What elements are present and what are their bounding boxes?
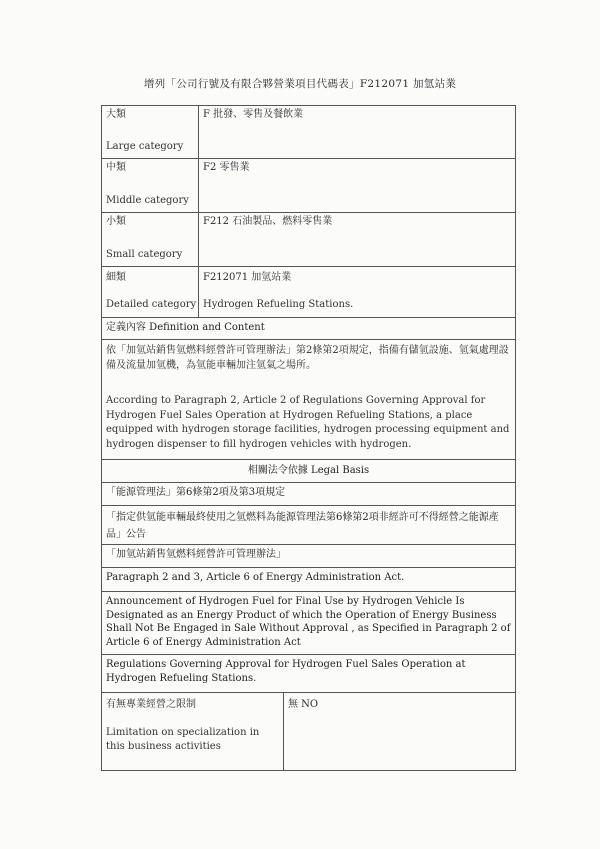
- detailed-category-code: F212071 加氫站業: [203, 272, 292, 283]
- definition-heading-row: [101, 318, 516, 340]
- detailed-category-row: [101, 267, 516, 318]
- limitation-label-zh: 有無專業經營之限制: [106, 699, 196, 710]
- legal-basis-heading: 相關法令依據 Legal Basis: [247, 465, 370, 476]
- small-category-label-en: Small category: [106, 249, 183, 260]
- middle-category-row: [101, 159, 516, 213]
- middle-category-value: F2 零售業: [203, 162, 250, 173]
- large-category-label-en: Large category: [106, 141, 184, 152]
- limitation-value: 無 NO: [288, 699, 319, 710]
- small-category-value: F212 石油製品、燃料零售業: [203, 216, 333, 227]
- legal-item-row: [101, 545, 516, 568]
- legal-item-row: [101, 655, 516, 693]
- limitation-label-en: Limitation on specialization in this business activities: [106, 727, 260, 752]
- large-category-value: F 批發、零售及餐飲業: [203, 109, 304, 120]
- detailed-category-value-en: Hydrogen Refueling Stations.: [203, 299, 354, 310]
- legal-item: 「加氫站銷售氫燃料經營許可管理辦法」: [106, 549, 286, 560]
- legal-item: 「指定供氫能車輛最終使用之氫燃料為能源管理法第6條第2項非經許可不得經營之能源產品」公告: [106, 512, 499, 540]
- legal-item-row: [101, 483, 516, 506]
- definition-heading: 定義內容 Definition and Content: [106, 322, 265, 333]
- definition-text-en: According to Paragraph 2, Article 2 of Regulations Governing Approval for Hydrogen Fuel Sales Operation at Hydrogen Refueling Stations, a place equipped with hydrogen storage facilities, hydrogen processing equipment and hydrogen dispenser to fill hydrogen vehicles with hydrogen.: [106, 395, 510, 450]
- legal-item-row: [101, 506, 516, 545]
- definition-body-row: [101, 340, 516, 460]
- small-category-label-zh: 小類: [106, 216, 126, 227]
- detailed-category-label-zh: 細類: [106, 272, 126, 283]
- large-category-row: [101, 105, 516, 159]
- legal-basis-heading-row: [101, 460, 516, 483]
- detailed-category-label-en: Detailed category: [106, 299, 197, 310]
- legal-item: Regulations Governing Approval for Hydrogen Fuel Sales Operation at Hydrogen Refueling Stations.: [106, 659, 466, 684]
- legal-item: Paragraph 2 and 3, Article 6 of Energy Administration Act.: [106, 572, 405, 583]
- business-code-table: [101, 105, 516, 771]
- middle-category-label-en: Middle category: [106, 195, 189, 206]
- definition-text-zh: 依「加氫站銷售氫燃料經營許可管理辦法」第2條第2項規定，指備有儲氫設施、氫氣處理設備及流量加氫機，為氫能車輛加注氫氣之場所。: [106, 345, 509, 371]
- limitation-row: [101, 693, 516, 771]
- document-title: 增列「公司行號及有限合夥營業項目代碼表」F212071 加氫站業: [143, 78, 457, 90]
- small-category-row: [101, 213, 516, 267]
- legal-item-row: [101, 568, 516, 592]
- legal-item: Announcement of Hydrogen Fuel for Final Use by Hydrogen Vehicle Is Designated as an Energy Product of which the Operation of Energy Business Shall Not Be Engaged in Sale Without Approval , as Specified in Paragraph 2 of Article 6 of Energy Administration Act: [106, 596, 511, 648]
- middle-category-label-zh: 中類: [106, 162, 126, 173]
- legal-item-row: [101, 592, 516, 655]
- legal-item: 「能源管理法」第6條第2項及第3項規定: [106, 487, 286, 498]
- large-category-label-zh: 大類: [106, 109, 126, 120]
